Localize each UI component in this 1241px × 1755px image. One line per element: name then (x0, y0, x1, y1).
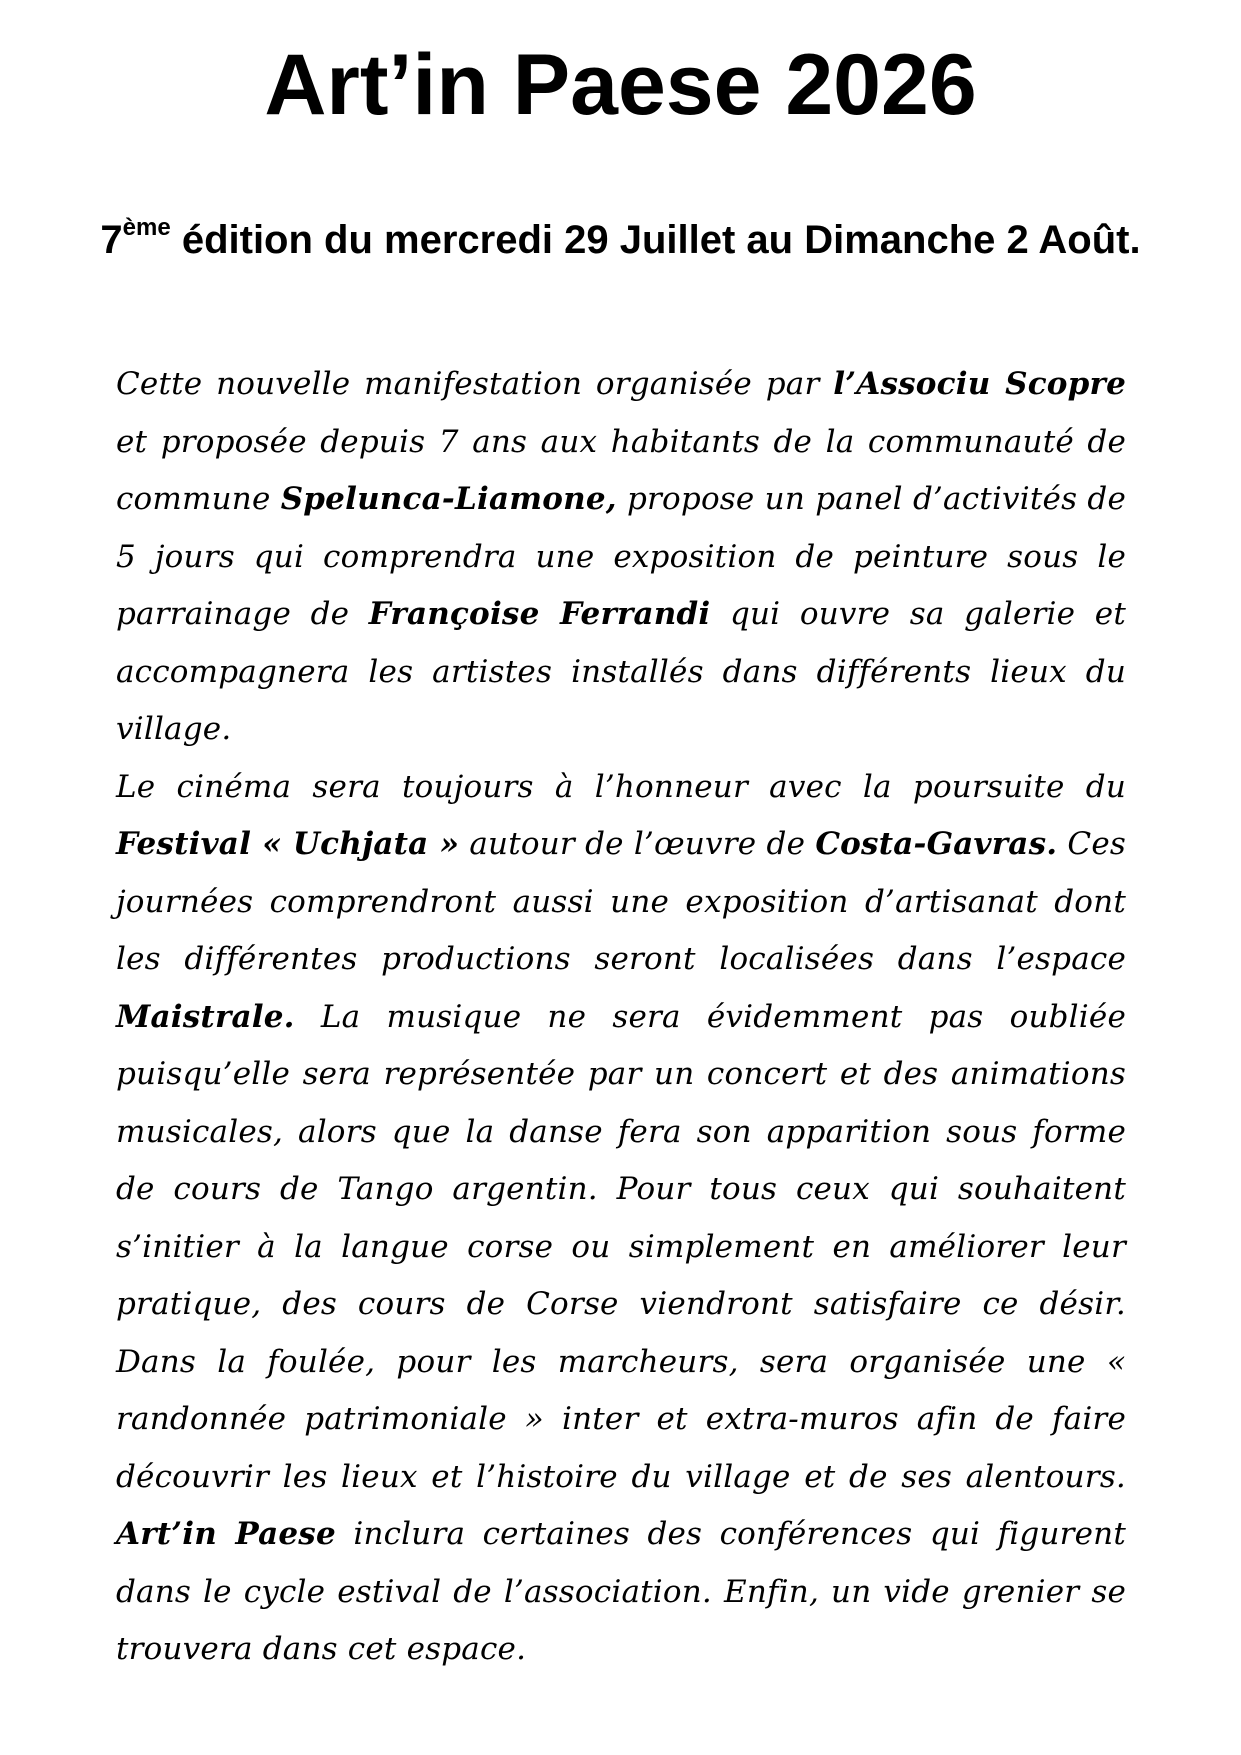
edition-suffix: ème (122, 214, 171, 241)
edition-subtitle (0, 210, 1241, 270)
text-run: inclura certaines des conférences qui figurent dans le cycle estival de l’association. Enfin, un vide grenier se trouvera dans cet espace. (116, 1516, 1126, 1667)
association-name: l’Associu Scopre (833, 366, 1126, 402)
document-title: Art’in Paese 2026 (264, 37, 977, 133)
venue-name: Maistrale. (116, 998, 295, 1035)
paragraph-intro (116, 356, 1126, 759)
sponsor-name: Françoise Ferrandi (368, 596, 711, 632)
commune-name: Spelunca-Liamone, (280, 481, 617, 517)
text-run: et proposée depuis 7 ans aux habitants de la communauté de commune (116, 423, 1126, 517)
text-run: La musique ne sera évidemment pas oubliée puisqu’elle sera représentée par un concert et des animations musicales, alors que la danse fera son apparition sous forme de cours de Tango argentin. Pour tous ceux qui souhaitent s’initier à la langue corse ou simplement en améliorer leur pratique, des cours de Corse viendront satisfaire ce désir. Dans la foulée, pour les marcheurs, sera organisée une « randonnée patrimoniale » inter et extra-muros afin de faire découvrir les lieux et l’histoire du village et de ses alentours. (116, 998, 1126, 1495)
edition-dates: édition du mercredi 29 Juillet au Dimanche 2 Août. (170, 218, 1141, 262)
text-run: Ces journées comprendront aussi une exposition d’artisanat dont les différentes productions seront localisées dans l’espace (116, 826, 1126, 977)
edition-number: 7 (100, 218, 123, 262)
paragraph-program (116, 759, 1126, 1679)
body-text (116, 356, 1126, 1679)
text-run: Cette nouvelle manifestation organisée par (116, 366, 834, 402)
text-run: propose un panel d’activités de 5 jours qui comprendra une exposition de peinture sous le parrainage de (116, 481, 1126, 632)
text-run: autour de l’œuvre de (459, 826, 816, 862)
text-run: qui ouvre sa galerie et accompagnera les artistes installés dans différents lieux du village. (116, 596, 1126, 747)
event-name: Art’in Paese (116, 1516, 336, 1552)
text-run: Le cinéma sera toujours à l’honneur avec la poursuite du (116, 768, 1126, 805)
director-name: Costa-Gavras. (815, 826, 1058, 862)
festival-name: Festival « Uchjata » (116, 826, 460, 862)
